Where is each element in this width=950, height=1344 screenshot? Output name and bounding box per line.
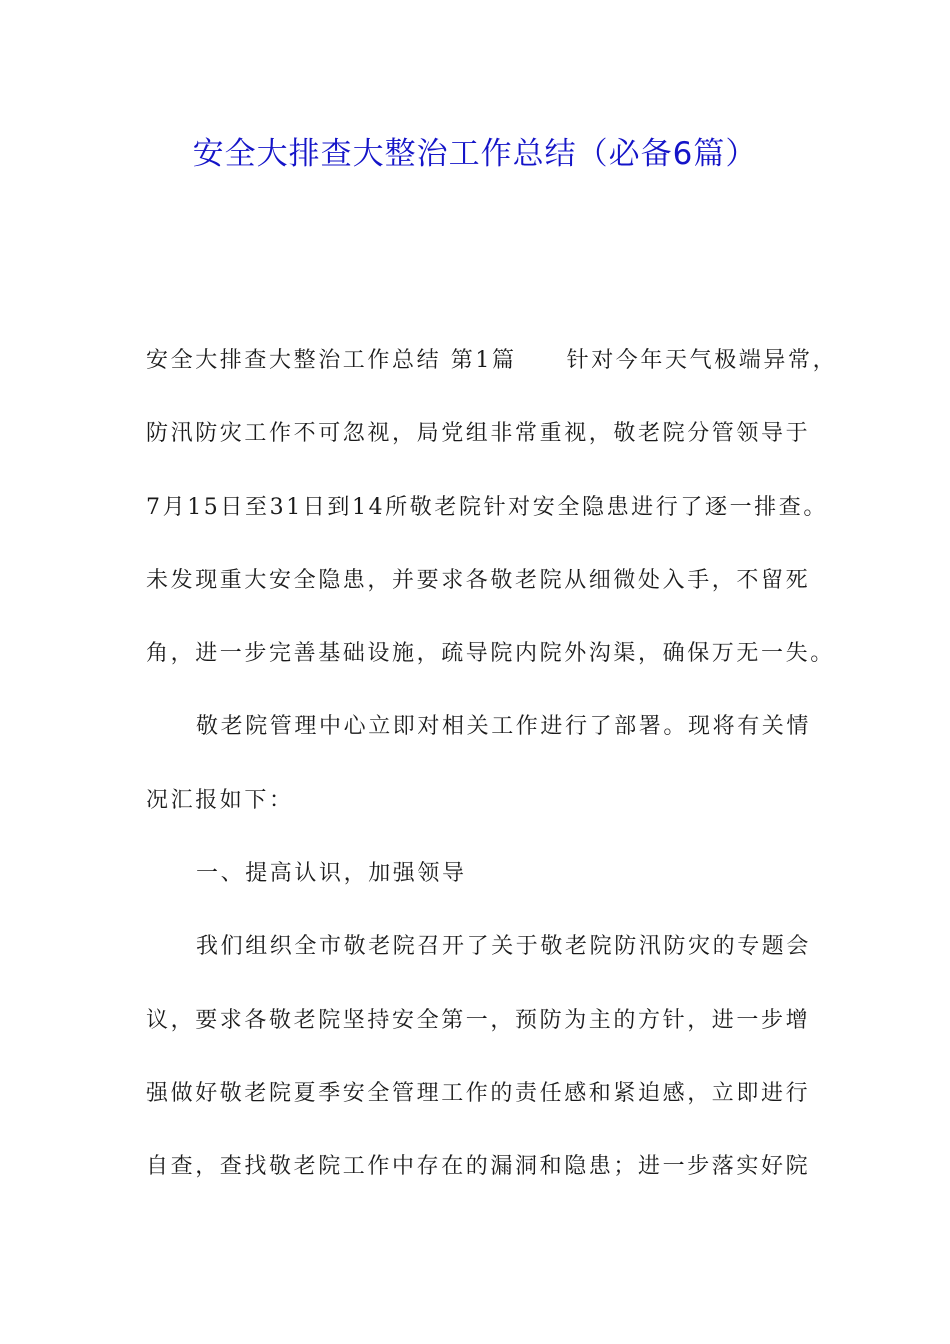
document-body <box>146 335 838 1215</box>
paragraph-line: 角，进一步完善基础设施，疏导院内院外沟渠，确保万无一失。 <box>146 641 835 667</box>
paragraph-text: 针对今年天气极端异常， <box>566 348 838 373</box>
paragraph-line: 7月15日至31日到14所敬老院针对安全隐患进行了逐一排查。 <box>146 494 828 520</box>
section-heading: 一、提高认识，加强领导 <box>196 861 467 887</box>
paragraph-line: 敬老院管理中心立即对相关工作进行了部署。现将有关情 <box>196 714 812 740</box>
paragraph-line: 未发现重大安全隐患，并要求各敬老院从细微处入手，不留死 <box>146 567 811 593</box>
paragraph-line: 强做好敬老院夏季安全管理工作的责任感和紧迫感，立即进行 <box>146 1080 811 1106</box>
paragraph-line: 自查，查找敬老院工作中存在的漏洞和隐患；进一步落实好院 <box>146 1154 811 1180</box>
paragraph-line: 我们组织全市敬老院召开了关于敬老院防汛防灾的专题会 <box>196 934 812 960</box>
paragraph-line: 防汛防灾工作不可忽视，局党组非常重视，敬老院分管领导于 <box>146 421 811 447</box>
document-title: 安全大排查大整治工作总结（必备6篇） <box>192 136 758 172</box>
paragraph-line <box>146 335 838 408</box>
paragraph-line: 况汇报如下： <box>146 787 294 813</box>
paragraph-line: 议，要求各敬老院坚持安全第一，预防为主的方针，进一步增 <box>146 1007 811 1033</box>
section-heading-inline: 安全大排查大整治工作总结 第1篇 <box>146 348 517 373</box>
